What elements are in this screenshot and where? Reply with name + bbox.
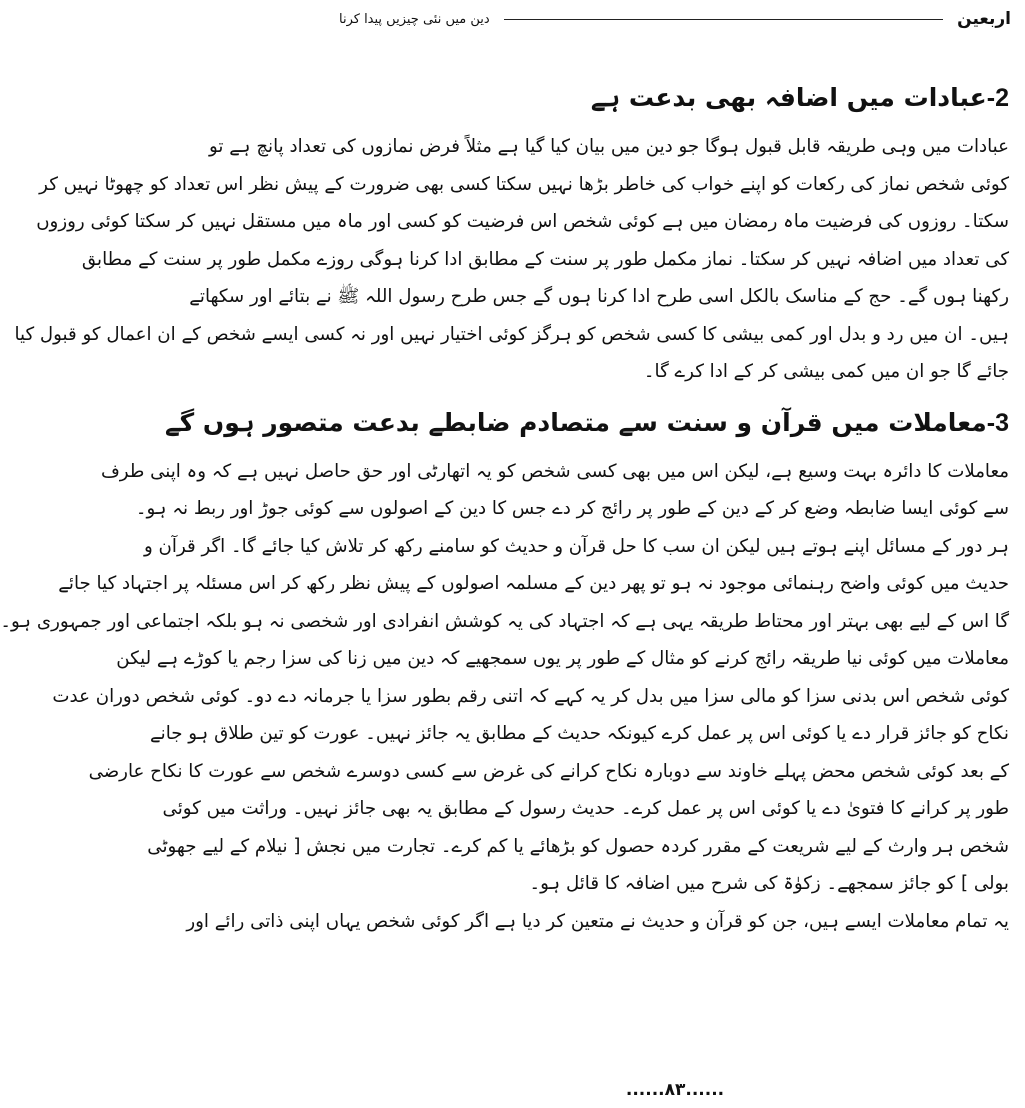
text-line: سے کوئی ایسا ضابطہ وضع کر کے دین کے طور پر رائج کر دے جس کا دین کے اصولوں سے کوئی جوڑ اور ربط نہ ہو۔ bbox=[135, 498, 1009, 519]
text-line: معاملات میں کوئی نیا طریقہ رائج کرنے کو مثال کے طور پر یوں سمجھیے کہ دین میں زنا کی سزا رجم یا کوڑے ہے لیکن bbox=[116, 648, 1009, 669]
text-line: نکاح کو جائز قرار دے یا کوئی اس پر عمل کرے کیونکہ حدیث کے مطابق یہ جائز نہیں۔ عورت کو تین طلاق ہو جانے bbox=[149, 723, 1009, 744]
page-content bbox=[0, 70, 1009, 940]
text-line: ہیں۔ ان میں رد و بدل اور کمی بیشی کا کسی شخص کو ہرگز کوئی اختیار نہیں اور نہ کسی ایسے شخص کے ان اعمال کو قبول کیا bbox=[14, 323, 1009, 345]
text-line: کی تعداد میں اضافہ نہیں کر سکتا۔ نماز مکمل طور پر سنت کے مطابق ادا کرنا ہوگی روزے مکمل طور پر سنت کے مطابق bbox=[81, 248, 1009, 270]
chapter-title: دین میں نئی چیزیں پیدا کرنا bbox=[339, 11, 490, 27]
text-line: کوئی شخص اس بدنی سزا کو مالی سزا میں بدل کر یہ کہے کہ اتنی رقم بطور سزا یا جرمانہ دے دو۔ کوئی شخص دوران عدت bbox=[52, 685, 1009, 707]
header-rule bbox=[504, 19, 943, 20]
text-line: عبادات میں وہی طریقہ قابل قبول ہوگا جو دین میں بیان کیا گیا ہے مثلاً فرض نمازوں کی تعداد پانچ ہے تو bbox=[208, 136, 1009, 157]
text-line: یہ تمام معاملات ایسے ہیں، جن کو قرآن و حدیث نے متعین کر دیا ہے اگر کوئی شخص یہاں اپنی ذاتی رائے اور bbox=[186, 910, 1009, 932]
section-paragraph-worship bbox=[14, 128, 1009, 391]
text-line: معاملات کا دائرہ بہت وسیع ہے، لیکن اس میں بھی کسی شخص کو یہ اتھارٹی اور حق حاصل نہیں ہے کہ وہ اپنی طرف bbox=[100, 460, 1009, 482]
section-title: عبادات میں اضافہ بھی بدعت ہے bbox=[590, 83, 987, 112]
section-heading-worship bbox=[341, 76, 1009, 120]
text-line: حدیث میں کوئی واضح رہنمائی موجود نہ ہو تو پھر دین کے مسلمہ اصولوں کے پیش نظر رکھ کر اس مسئلہ پر اجتہاد کیا جائے bbox=[58, 573, 1009, 594]
text-line: طور پر کرانے کا فتویٰ دے یا کوئی اس پر عمل کرے۔ حدیث رسول کے مطابق یہ بھی جائز نہیں۔ وراثت میں کوئی bbox=[162, 798, 1009, 819]
section-number: 2- bbox=[986, 84, 1009, 112]
section-title: معاملات میں قرآن و سنت سے متصادم ضابطے بدعت متصور ہوں گے bbox=[165, 407, 987, 437]
section-paragraph-dealings bbox=[0, 453, 1009, 941]
text-line: کوئی شخص نماز کی رکعات کو اپنے خواب کی خاطر بڑھا نہیں سکتا کسی بھی ضرورت کے پیش نظر اس تعداد کو چھوٹا نہیں کر bbox=[39, 173, 1009, 195]
text-line: ہر دور کے مسائل اپنے ہوتے ہیں لیکن ان سب کا حل قرآن و حدیث کو سامنے رکھ کر تلاش کیا جائے گا۔ اگر قرآن و bbox=[143, 535, 1009, 557]
page-number: ......۸۳...... bbox=[625, 1080, 725, 1100]
text-line: گا اس کے لیے بھی بہتر اور محتاط طریقہ یہی ہے کہ اجتہاد کی یہ کوشش انفرادی اور شخصی نہ ہو بلکہ اجتماعی اور جمہوری ہو۔ bbox=[0, 610, 1009, 632]
section-heading-dealings bbox=[165, 401, 1009, 445]
book-title: اربعین bbox=[957, 9, 1011, 29]
text-line: بولی ] کو جائز سمجھے۔ زکوٰۃ کی شرح میں اضافہ کا قائل ہو۔ bbox=[529, 873, 1009, 894]
text-line: سکتا۔ روزوں کی فرضیت ماہ رمضان میں ہے کوئی شخص اس فرضیت کو کسی اور ماہ میں مستقل نہیں کر سکتا کوئی روزوں bbox=[36, 211, 1009, 232]
text-line: جائے گا جو ان میں کمی بیشی کر کے ادا کرے گا۔ bbox=[643, 361, 1009, 382]
text-line: رکھنا ہوں گے۔ حج کے مناسک بالکل اسی طرح ادا کرنا ہوں گے جس طرح رسول اللہ ﷺ نے بتائے اور سکھاتے bbox=[189, 286, 1009, 307]
running-header bbox=[339, 4, 1011, 34]
text-line: کے بعد کوئی شخص محض پہلے خاوند سے دوبارہ نکاح کرانے کی غرض سے کسی دوسرے شخص سے عورت کا نکاح عارضی bbox=[88, 760, 1009, 782]
section-number: 3- bbox=[986, 408, 1009, 437]
text-line: شخص ہر وارث کے لیے شریعت کے مقرر کردہ حصول کو بڑھائے یا کم کرے۔ تجارت میں نجش [ نیلام کے لیے جھوٹی bbox=[147, 835, 1009, 857]
